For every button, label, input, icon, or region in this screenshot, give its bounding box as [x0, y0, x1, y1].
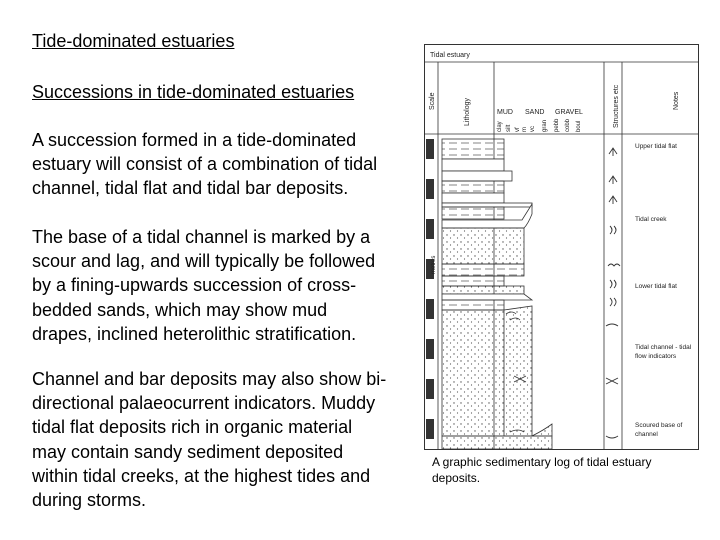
grain-gran: gran [542, 119, 548, 132]
lithology-column-label: Lithology [464, 97, 471, 126]
note-lower-tidal-flat: Lower tidal flat [635, 283, 677, 290]
paragraph-tidal-channel-base: The base of a tidal channel is marked by a scour and lag, and will typically be followed by a fining-upwards succession of cross- bedded sands, which may show mud drapes, inclined heterolithic stratification. [32, 227, 376, 344]
page-title: Tide-dominated estuaries [32, 31, 235, 51]
grain-group-sand: SAND [525, 109, 545, 116]
structures-column-label: Structures etc [613, 84, 620, 128]
section-heading: Successions in tide-dominated estuaries [32, 82, 355, 102]
bed-tidal-creek-sand [442, 228, 524, 264]
sedimentary-log-figure [424, 44, 699, 450]
grain-vc: vc [530, 126, 536, 132]
note-tidal-channel-line2: flow indicators [635, 353, 677, 360]
grain-group-gravel: GRAVEL [555, 109, 583, 116]
grain-clay: clay [497, 121, 503, 132]
grain-silt: silt [506, 124, 512, 132]
paragraph-succession: A succession formed in a tide-dominated estuary will consist of a combination of tidal channel, tidal flat and tidal bar deposits. [32, 130, 378, 199]
notes-column-label: Notes [673, 91, 680, 110]
grain-cobb: cobb [565, 118, 571, 132]
grain-pebb: pebb [554, 118, 560, 132]
note-scoured-base-line1: Scoured base of [635, 422, 683, 429]
paragraph-channel-bar-deposits: Channel and bar deposits may also show bi- directional palaeocurrent indicators. Muddy tidal flat deposits rich in organic material may contain sandy sediment deposited within tidal creeks, at the highest tides and during storms. [32, 369, 387, 511]
scale-column-label: Scale [429, 92, 436, 110]
grain-boul: boul [576, 120, 582, 132]
bed-tidal-flat-1 [442, 139, 504, 159]
figure-caption: A graphic sedimentary log of tidal estuary deposits. [432, 455, 652, 485]
log-title: Tidal estuary [430, 52, 470, 59]
bed-channel-lag [442, 436, 552, 449]
grain-group-mud: MUD [497, 109, 513, 116]
scale-units-label: metres [431, 255, 437, 274]
bed-tidal-flat-2 [442, 193, 504, 203]
grain-vf: vf [515, 127, 521, 132]
note-scoured-base-line2: channel [635, 431, 658, 438]
note-upper-tidal-flat: Upper tidal flat [635, 143, 677, 150]
grain-m: m [522, 127, 528, 132]
bed-lower-tidal-flat [442, 276, 504, 286]
note-tidal-channel-line1: Tidal channel - tidal [635, 344, 692, 351]
note-tidal-creek: Tidal creek [635, 216, 667, 223]
